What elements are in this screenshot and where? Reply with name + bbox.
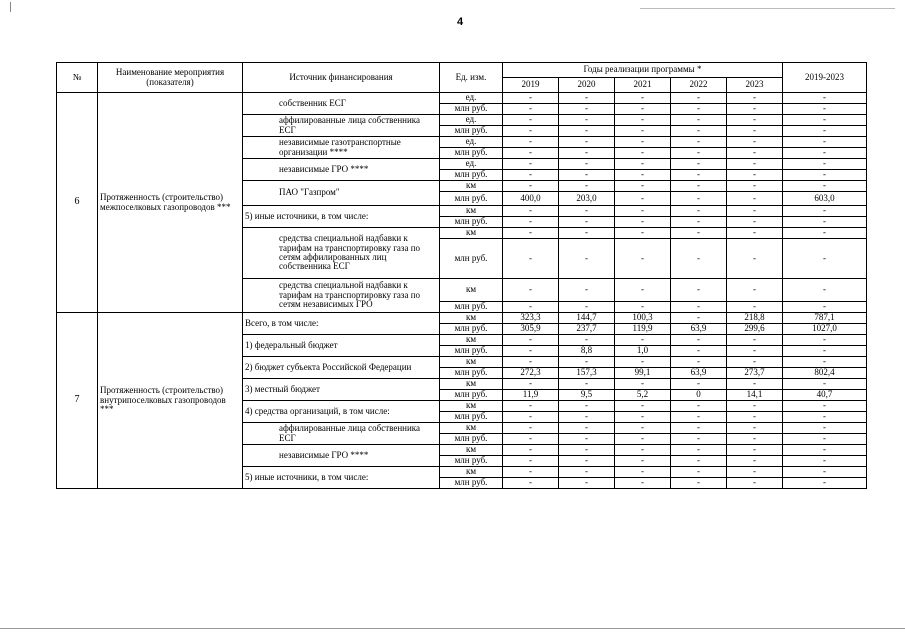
- year-value-cell: 237,7: [559, 324, 615, 335]
- year-value-cell: -: [615, 302, 671, 313]
- year-value-cell: -: [503, 335, 559, 346]
- section-number: 7: [57, 313, 98, 489]
- unit-cell: млн руб.: [440, 148, 503, 159]
- unit-cell: км: [440, 379, 503, 390]
- total-cell: -: [783, 126, 867, 137]
- year-value-cell: -: [727, 170, 783, 181]
- total-cell: -: [783, 401, 867, 412]
- year-value-cell: -: [503, 104, 559, 115]
- table-row: [57, 93, 867, 104]
- year-value-cell: -: [615, 357, 671, 368]
- year-value-cell: 144,7: [559, 313, 615, 324]
- unit-cell: ед.: [440, 159, 503, 170]
- year-value-cell: -: [503, 357, 559, 368]
- year-value-cell: -: [727, 104, 783, 115]
- year-value-cell: -: [671, 357, 727, 368]
- unit-cell: км: [440, 445, 503, 456]
- year-value-cell: -: [671, 302, 727, 313]
- year-value-cell: -: [559, 379, 615, 390]
- year-value-cell: -: [559, 456, 615, 467]
- year-value-cell: 5,2: [615, 390, 671, 401]
- funding-source: аффилированные лица собственника ЕСГ: [243, 115, 440, 137]
- year-value-cell: -: [559, 228, 615, 239]
- unit-cell: млн руб.: [440, 412, 503, 423]
- year-value-cell: -: [559, 412, 615, 423]
- year-value-cell: -: [671, 192, 727, 206]
- year-value-cell: -: [503, 217, 559, 228]
- year-value-cell: -: [671, 181, 727, 192]
- year-value-cell: -: [671, 137, 727, 148]
- total-cell: -: [783, 467, 867, 478]
- year-value-cell: -: [727, 335, 783, 346]
- year-value-cell: -: [727, 401, 783, 412]
- funding-source: независимые ГРО ****: [243, 445, 440, 467]
- year-value-cell: -: [615, 93, 671, 104]
- unit-cell: млн руб.: [440, 324, 503, 335]
- year-value-cell: -: [615, 137, 671, 148]
- unit-cell: км: [440, 357, 503, 368]
- unit-cell: км: [440, 313, 503, 324]
- header-no: №: [57, 63, 98, 93]
- year-value-cell: -: [503, 181, 559, 192]
- year-value-cell: -: [671, 104, 727, 115]
- year-value-cell: -: [727, 239, 783, 279]
- funding-source: аффилированные лица собственника ЕСГ: [243, 423, 440, 445]
- year-value-cell: -: [727, 346, 783, 357]
- year-value-cell: -: [727, 379, 783, 390]
- year-value-cell: -: [615, 434, 671, 445]
- total-cell: 802,4: [783, 368, 867, 379]
- funding-source: Всего, в том числе:: [243, 313, 440, 335]
- year-value-cell: 11,9: [503, 390, 559, 401]
- funding-source: ПАО "Газпром": [243, 181, 440, 206]
- year-value-cell: 273,7: [727, 368, 783, 379]
- total-cell: 1027,0: [783, 324, 867, 335]
- funding-source: 4) средства организаций, в том числе:: [243, 401, 440, 423]
- year-value-cell: -: [671, 478, 727, 489]
- year-value-cell: 157,3: [559, 368, 615, 379]
- section-number: 6: [57, 93, 98, 313]
- year-value-cell: -: [727, 93, 783, 104]
- year-value-cell: -: [727, 126, 783, 137]
- unit-cell: км: [440, 467, 503, 478]
- year-value-cell: -: [559, 170, 615, 181]
- year-value-cell: -: [615, 115, 671, 126]
- year-value-cell: -: [671, 93, 727, 104]
- program-table: [56, 62, 867, 489]
- header-source: Источник финансирования: [243, 63, 440, 93]
- year-value-cell: -: [615, 239, 671, 279]
- scan-edge-line: [640, 8, 895, 9]
- header-unit: Ед. изм.: [440, 63, 503, 93]
- year-value-cell: -: [559, 126, 615, 137]
- year-value-cell: -: [559, 93, 615, 104]
- year-value-cell: -: [503, 401, 559, 412]
- year-value-cell: -: [615, 478, 671, 489]
- header-year: 2019: [503, 78, 559, 93]
- year-value-cell: 0: [671, 390, 727, 401]
- year-value-cell: -: [615, 206, 671, 217]
- header-year: 2021: [615, 78, 671, 93]
- year-value-cell: -: [559, 357, 615, 368]
- unit-cell: млн руб.: [440, 217, 503, 228]
- year-value-cell: -: [615, 379, 671, 390]
- year-value-cell: -: [727, 456, 783, 467]
- funding-source: собственник ЕСГ: [243, 93, 440, 115]
- year-value-cell: -: [559, 445, 615, 456]
- unit-cell: млн руб.: [440, 239, 503, 279]
- year-value-cell: -: [559, 302, 615, 313]
- year-value-cell: 400,0: [503, 192, 559, 206]
- year-value-cell: -: [727, 279, 783, 302]
- total-cell: -: [783, 279, 867, 302]
- year-value-cell: -: [503, 456, 559, 467]
- year-value-cell: -: [503, 228, 559, 239]
- year-value-cell: -: [559, 279, 615, 302]
- year-value-cell: -: [559, 115, 615, 126]
- section-name: Протяженность (строительство) межпоселковых газопроводов ***: [98, 93, 243, 313]
- total-cell: -: [783, 228, 867, 239]
- year-value-cell: -: [559, 137, 615, 148]
- year-value-cell: -: [615, 412, 671, 423]
- year-value-cell: -: [671, 346, 727, 357]
- year-value-cell: -: [503, 434, 559, 445]
- unit-cell: ед.: [440, 93, 503, 104]
- year-value-cell: 9,5: [559, 390, 615, 401]
- year-value-cell: 63,9: [671, 368, 727, 379]
- year-value-cell: -: [671, 467, 727, 478]
- year-value-cell: -: [671, 279, 727, 302]
- funding-source: 5) иные источники, в том числе:: [243, 206, 440, 228]
- header-name: Наименование мероприятия (показателя): [98, 63, 243, 93]
- total-cell: -: [783, 206, 867, 217]
- unit-cell: млн руб.: [440, 478, 503, 489]
- year-value-cell: -: [671, 445, 727, 456]
- unit-cell: ед.: [440, 115, 503, 126]
- unit-cell: млн руб.: [440, 302, 503, 313]
- total-cell: -: [783, 302, 867, 313]
- year-value-cell: -: [615, 335, 671, 346]
- year-value-cell: -: [727, 478, 783, 489]
- year-value-cell: -: [503, 137, 559, 148]
- year-value-cell: -: [615, 279, 671, 302]
- year-value-cell: -: [671, 379, 727, 390]
- total-cell: -: [783, 478, 867, 489]
- year-value-cell: -: [559, 181, 615, 192]
- unit-cell: ед.: [440, 137, 503, 148]
- header-year: 2023: [727, 78, 783, 93]
- year-value-cell: -: [559, 467, 615, 478]
- year-value-cell: -: [503, 115, 559, 126]
- header-year: 2022: [671, 78, 727, 93]
- year-value-cell: 63,9: [671, 324, 727, 335]
- year-value-cell: -: [503, 148, 559, 159]
- year-value-cell: -: [727, 357, 783, 368]
- year-value-cell: -: [727, 192, 783, 206]
- total-cell: 40,7: [783, 390, 867, 401]
- year-value-cell: 119,9: [615, 324, 671, 335]
- total-cell: -: [783, 379, 867, 390]
- total-cell: -: [783, 335, 867, 346]
- year-value-cell: -: [559, 423, 615, 434]
- year-value-cell: -: [671, 115, 727, 126]
- scan-edge-line-bottom: [0, 628, 905, 629]
- year-value-cell: -: [615, 181, 671, 192]
- year-value-cell: -: [727, 181, 783, 192]
- header-years-title: Годы реализации программы *: [503, 63, 783, 78]
- unit-cell: км: [440, 401, 503, 412]
- total-cell: -: [783, 412, 867, 423]
- year-value-cell: -: [503, 478, 559, 489]
- year-value-cell: -: [727, 467, 783, 478]
- total-cell: -: [783, 115, 867, 126]
- unit-cell: млн руб.: [440, 456, 503, 467]
- year-value-cell: -: [559, 104, 615, 115]
- unit-cell: млн руб.: [440, 390, 503, 401]
- year-value-cell: -: [559, 401, 615, 412]
- year-value-cell: 218,8: [727, 313, 783, 324]
- year-value-cell: -: [727, 412, 783, 423]
- table-header: [57, 63, 867, 93]
- year-value-cell: 1,0: [615, 346, 671, 357]
- year-value-cell: -: [559, 335, 615, 346]
- funding-source: 1) федеральный бюджет: [243, 335, 440, 357]
- unit-cell: км: [440, 206, 503, 217]
- year-value-cell: -: [615, 148, 671, 159]
- year-value-cell: 299,6: [727, 324, 783, 335]
- unit-cell: млн руб.: [440, 126, 503, 137]
- year-value-cell: -: [615, 445, 671, 456]
- year-value-cell: 203,0: [559, 192, 615, 206]
- total-cell: -: [783, 170, 867, 181]
- total-cell: -: [783, 104, 867, 115]
- year-value-cell: -: [615, 192, 671, 206]
- year-value-cell: -: [559, 206, 615, 217]
- year-value-cell: -: [503, 159, 559, 170]
- unit-cell: км: [440, 423, 503, 434]
- year-value-cell: -: [671, 335, 727, 346]
- year-value-cell: -: [503, 379, 559, 390]
- year-value-cell: -: [503, 467, 559, 478]
- year-value-cell: -: [503, 445, 559, 456]
- unit-cell: км: [440, 279, 503, 302]
- year-value-cell: -: [503, 423, 559, 434]
- funding-source: независимые ГРО ****: [243, 159, 440, 181]
- section-name: Протяженность (строительство) внутрипоселковых газопроводов ***: [98, 313, 243, 489]
- year-value-cell: -: [559, 239, 615, 279]
- year-value-cell: -: [727, 159, 783, 170]
- unit-cell: км: [440, 228, 503, 239]
- year-value-cell: -: [727, 228, 783, 239]
- year-value-cell: -: [615, 217, 671, 228]
- unit-cell: млн руб.: [440, 104, 503, 115]
- year-value-cell: -: [727, 137, 783, 148]
- unit-cell: км: [440, 181, 503, 192]
- year-value-cell: -: [671, 423, 727, 434]
- year-value-cell: 100,3: [615, 313, 671, 324]
- funding-source: 2) бюджет субъекта Российской Федерации: [243, 357, 440, 379]
- unit-cell: млн руб.: [440, 170, 503, 181]
- year-value-cell: -: [671, 401, 727, 412]
- total-cell: -: [783, 346, 867, 357]
- year-value-cell: -: [503, 412, 559, 423]
- year-value-cell: -: [727, 423, 783, 434]
- year-value-cell: -: [671, 456, 727, 467]
- year-value-cell: -: [671, 217, 727, 228]
- table-row: [57, 313, 867, 324]
- total-cell: -: [783, 181, 867, 192]
- year-value-cell: -: [503, 93, 559, 104]
- total-cell: -: [783, 93, 867, 104]
- year-value-cell: -: [503, 206, 559, 217]
- year-value-cell: -: [671, 170, 727, 181]
- year-value-cell: -: [671, 228, 727, 239]
- total-cell: -: [783, 137, 867, 148]
- year-value-cell: -: [671, 412, 727, 423]
- year-value-cell: -: [671, 313, 727, 324]
- year-value-cell: -: [727, 445, 783, 456]
- year-value-cell: -: [727, 115, 783, 126]
- year-value-cell: -: [615, 170, 671, 181]
- unit-cell: млн руб.: [440, 368, 503, 379]
- year-value-cell: -: [671, 239, 727, 279]
- year-value-cell: -: [671, 434, 727, 445]
- header-year: 2020: [559, 78, 615, 93]
- year-value-cell: -: [615, 467, 671, 478]
- year-value-cell: -: [559, 159, 615, 170]
- year-value-cell: -: [615, 159, 671, 170]
- unit-cell: км: [440, 335, 503, 346]
- year-value-cell: -: [503, 346, 559, 357]
- year-value-cell: 323,3: [503, 313, 559, 324]
- scan-edge-mark: [10, 2, 11, 12]
- funding-source: 5) иные источники, в том числе:: [243, 467, 440, 489]
- total-cell: 603,0: [783, 192, 867, 206]
- year-value-cell: -: [727, 302, 783, 313]
- funding-source: средства специальной надбавки к тарифам на транспортировку газа по сетям аффилированных лиц собственника ЕСГ: [243, 228, 440, 279]
- table-body: [57, 93, 867, 489]
- unit-cell: млн руб.: [440, 346, 503, 357]
- header-total: 2019-2023: [783, 63, 867, 93]
- total-cell: -: [783, 357, 867, 368]
- total-cell: -: [783, 148, 867, 159]
- year-value-cell: -: [671, 126, 727, 137]
- funding-source: независимые газотранспортные организации ****: [243, 137, 440, 159]
- year-value-cell: -: [615, 104, 671, 115]
- year-value-cell: -: [503, 126, 559, 137]
- total-cell: -: [783, 445, 867, 456]
- total-cell: -: [783, 239, 867, 279]
- year-value-cell: -: [559, 478, 615, 489]
- funding-source: средства специальной надбавки к тарифам на транспортировку газа по сетям независимых ГРО: [243, 279, 440, 313]
- year-value-cell: 8,8: [559, 346, 615, 357]
- year-value-cell: -: [727, 434, 783, 445]
- total-cell: -: [783, 423, 867, 434]
- year-value-cell: -: [559, 217, 615, 228]
- total-cell: -: [783, 159, 867, 170]
- year-value-cell: -: [615, 126, 671, 137]
- year-value-cell: -: [559, 148, 615, 159]
- year-value-cell: 272,3: [503, 368, 559, 379]
- total-cell: -: [783, 217, 867, 228]
- year-value-cell: 99,1: [615, 368, 671, 379]
- year-value-cell: -: [671, 206, 727, 217]
- year-value-cell: -: [615, 456, 671, 467]
- funding-source: 3) местный бюджет: [243, 379, 440, 401]
- year-value-cell: -: [671, 148, 727, 159]
- year-value-cell: 305,9: [503, 324, 559, 335]
- year-value-cell: -: [615, 228, 671, 239]
- year-value-cell: -: [503, 239, 559, 279]
- year-value-cell: 14,1: [727, 390, 783, 401]
- unit-cell: млн руб.: [440, 192, 503, 206]
- year-value-cell: -: [559, 434, 615, 445]
- total-cell: 787,1: [783, 313, 867, 324]
- year-value-cell: -: [503, 302, 559, 313]
- total-cell: -: [783, 434, 867, 445]
- year-value-cell: -: [727, 148, 783, 159]
- year-value-cell: -: [503, 279, 559, 302]
- page-number: 4: [456, 16, 464, 28]
- total-cell: -: [783, 456, 867, 467]
- unit-cell: млн руб.: [440, 434, 503, 445]
- year-value-cell: -: [615, 401, 671, 412]
- year-value-cell: -: [671, 159, 727, 170]
- year-value-cell: -: [727, 217, 783, 228]
- year-value-cell: -: [615, 423, 671, 434]
- year-value-cell: -: [503, 170, 559, 181]
- year-value-cell: -: [727, 206, 783, 217]
